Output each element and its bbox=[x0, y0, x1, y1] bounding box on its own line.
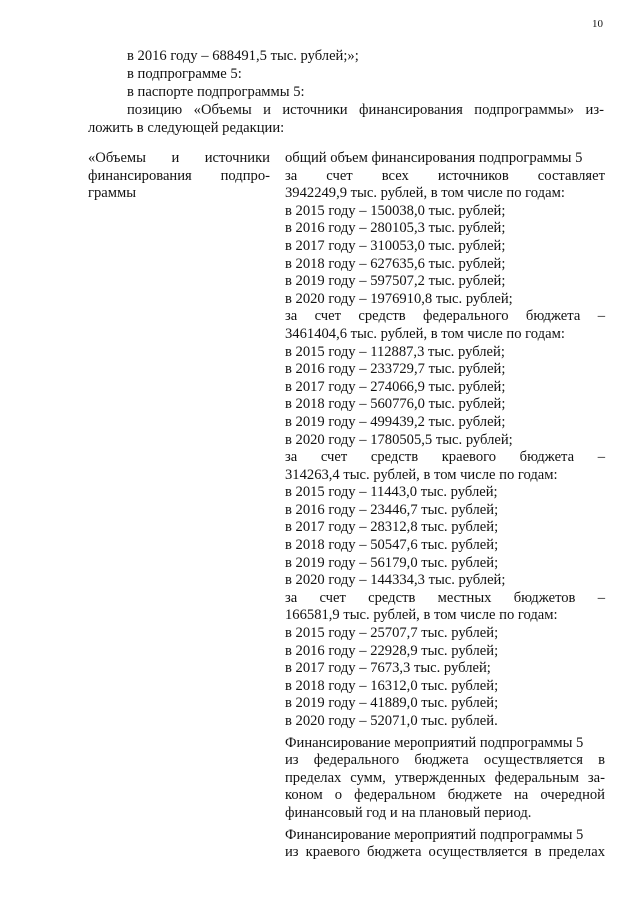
year-line: в 2019 году – 597507,2 тыс. рублей; bbox=[285, 273, 506, 290]
text-line: за счет средств местных бюджетов – bbox=[285, 589, 605, 606]
text-line: общий объем финансирования подпрограммы 5 bbox=[285, 150, 583, 166]
intro-line: в подпрограмме 5: bbox=[127, 66, 242, 82]
total-financing-block bbox=[285, 150, 605, 308]
text-line: Финансирование мероприятий подпрограммы 5 bbox=[285, 826, 584, 843]
text-line: из федерального бюджета осуществляется в bbox=[285, 752, 605, 769]
position-label-line: граммы bbox=[88, 185, 137, 201]
year-line: в 2017 году – 274066,9 тыс. рублей; bbox=[285, 378, 506, 395]
intro-line: ложить в следующей редакции: bbox=[88, 120, 285, 136]
year-line: в 2016 году – 280105,3 тыс. рублей; bbox=[285, 220, 506, 237]
year-line: в 2018 году – 627635,6 тыс. рублей; bbox=[285, 255, 506, 272]
intro-line: в 2016 году – 688491,5 тыс. рублей;»; bbox=[127, 48, 359, 64]
year-line: в 2016 году – 22928,9 тыс. рублей; bbox=[285, 642, 499, 659]
year-line: в 2019 году – 499439,2 тыс. рублей; bbox=[285, 413, 506, 430]
year-line: в 2019 году – 41889,0 тыс. рублей; bbox=[285, 695, 499, 712]
page-number: 10 bbox=[592, 18, 603, 30]
text-line: за счет средств федерального бюджета – bbox=[285, 308, 605, 325]
year-line: в 2015 году – 112887,3 тыс. рублей; bbox=[285, 343, 505, 360]
federal-budget-block bbox=[285, 308, 605, 449]
federal-financing-paragraph bbox=[285, 735, 605, 823]
text-line: 314263,4 тыс. рублей, в том числе по годам: bbox=[285, 466, 558, 483]
year-line: в 2020 году – 1780505,5 тыс. рублей; bbox=[285, 431, 513, 448]
intro-text bbox=[88, 47, 604, 137]
year-line: в 2019 году – 56179,0 тыс. рублей; bbox=[285, 554, 499, 571]
year-line: в 2016 году – 233729,7 тыс. рублей; bbox=[285, 361, 506, 378]
regional-budget-block bbox=[285, 449, 605, 590]
local-budget-block bbox=[285, 590, 605, 731]
text-line: 166581,9 тыс. рублей, в том числе по годам: bbox=[285, 607, 558, 624]
year-line: в 2018 году – 560776,0 тыс. рублей; bbox=[285, 396, 506, 413]
position-label-line: финансирования подпро- bbox=[88, 167, 270, 184]
year-line: в 2017 году – 310053,0 тыс. рублей; bbox=[285, 237, 506, 254]
text-line: за счет средств краевого бюджета – bbox=[285, 449, 605, 466]
year-line: в 2017 году – 28312,8 тыс. рублей; bbox=[285, 519, 499, 536]
year-line: в 2020 году – 144334,3 тыс. рублей; bbox=[285, 572, 506, 589]
intro-line: позицию «Объемы и источники финансирования подпрограммы» из- bbox=[127, 102, 604, 118]
year-line: в 2015 году – 150038,0 тыс. рублей; bbox=[285, 202, 506, 219]
year-line: в 2017 году – 7673,3 тыс. рублей; bbox=[285, 660, 491, 677]
year-line: в 2015 году – 11443,0 тыс. рублей; bbox=[285, 484, 498, 501]
regional-financing-paragraph bbox=[285, 827, 605, 862]
position-label-line: «Объемы и источники bbox=[88, 150, 270, 166]
text-line: 3942249,9 тыс. рублей, в том числе по годам: bbox=[285, 185, 565, 202]
position-label bbox=[88, 150, 270, 203]
financing-description bbox=[285, 150, 605, 862]
year-line: в 2016 году – 23446,7 тыс. рублей; bbox=[285, 501, 499, 518]
text-line: коном о федеральном бюджете на очередной bbox=[285, 787, 605, 804]
text-line: пределах сумм, утвержденных федеральным за- bbox=[285, 769, 605, 786]
year-line: в 2020 году – 52071,0 тыс. рублей. bbox=[285, 713, 498, 729]
text-line: финансовый год и на плановый период. bbox=[285, 804, 532, 821]
text-line: из краевого бюджета осуществляется в пределах bbox=[285, 844, 605, 861]
year-line: в 2018 году – 50547,6 тыс. рублей; bbox=[285, 537, 499, 554]
year-line: в 2020 году – 1976910,8 тыс. рублей; bbox=[285, 290, 513, 307]
year-line: в 2015 году – 25707,7 тыс. рублей; bbox=[285, 625, 499, 642]
intro-line: в паспорте подпрограммы 5: bbox=[127, 84, 305, 100]
year-line: в 2018 году – 16312,0 тыс. рублей; bbox=[285, 677, 499, 694]
text-line: 3461404,6 тыс. рублей, в том числе по годам: bbox=[285, 325, 565, 342]
text-line: Финансирование мероприятий подпрограммы 5 bbox=[285, 734, 584, 751]
text-line: за счет всех источников составляет bbox=[285, 167, 605, 184]
